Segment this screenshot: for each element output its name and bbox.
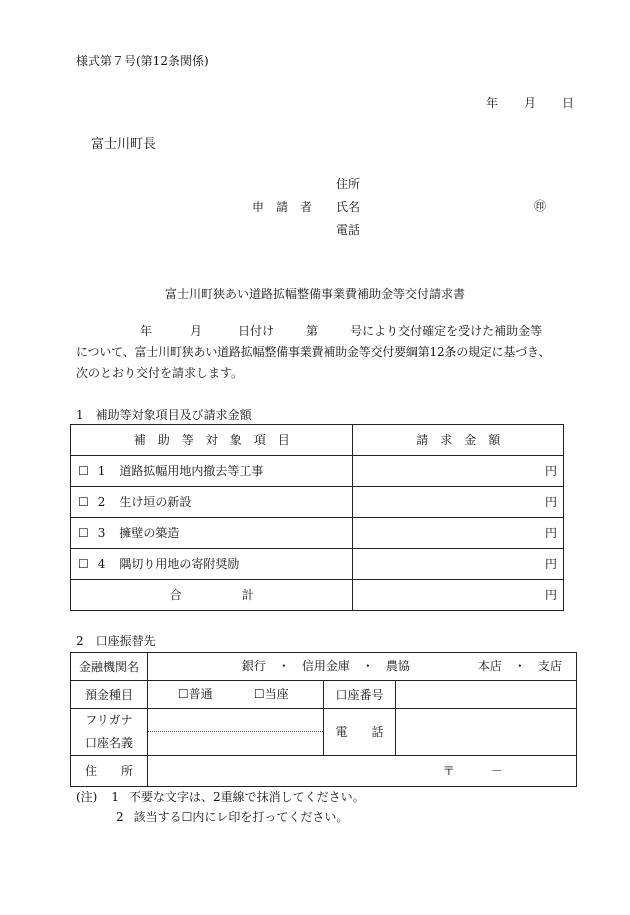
body-line3: 次のとおり交付を請求します。 (76, 366, 244, 380)
document-title: 富士川町狭あい道路拡幅整備事業費補助金等交付請求書 (164, 287, 465, 301)
account-number-label: 口座番号 (323, 681, 396, 709)
request-paragraph (76, 321, 588, 384)
note-number: 2 (116, 810, 124, 824)
item-number: 1 (97, 464, 106, 478)
body-line2: について、富士川町狭あい道路拡幅整備事業費補助金等交付要綱第12条の規定に基づき、 (76, 345, 551, 359)
body-dated: 日付け (238, 324, 275, 338)
applicant-label: 申 請 者 (252, 200, 313, 214)
deposit-type-label: 預金種目 (71, 681, 148, 709)
section1-heading: 1 補助等対象項目及び請求金額 (76, 408, 252, 422)
item-row (71, 456, 564, 487)
section2-heading: 2 口座振替先 (76, 634, 156, 648)
header-item: 補 助 等 対 象 項 目 (71, 425, 353, 456)
item-number: 3 (97, 526, 106, 540)
item-number: 2 (97, 495, 106, 509)
body-year: 年 (140, 324, 153, 338)
item-label: 道路拡幅用地内撤去等工事 (119, 464, 264, 478)
institution-types[interactable]: 銀行 ・ 信用金庫 ・ 農協 (241, 659, 410, 673)
institution-label: 金融機関名 (71, 653, 148, 681)
name-field[interactable] (147, 709, 323, 756)
account-name-label: 口座名義 (84, 736, 133, 750)
note-text: 該当する☐内にレ印を打ってください。 (133, 810, 349, 824)
total-row (71, 580, 564, 611)
item-label: 擁壁の築造 (119, 526, 180, 540)
institution-field[interactable] (147, 653, 576, 681)
applicant-name-label: 氏名 (336, 200, 361, 214)
applicant-phone-label: 電話 (336, 223, 361, 237)
note-1 (76, 790, 365, 804)
furigana-label: フリガナ (85, 713, 133, 727)
header-amount: 請 求 金 額 (353, 425, 564, 456)
account-name-input[interactable] (148, 732, 323, 755)
item-number: 4 (97, 557, 106, 571)
checkbox-icon[interactable]: ☐ (78, 464, 89, 478)
checkbox-icon[interactable]: ☐ (78, 495, 89, 509)
note-text: 不要な文字は、2重線で抹消してください。 (129, 790, 365, 804)
yen-unit: 円 (544, 557, 557, 571)
postal-code: 〒 － (442, 764, 503, 778)
total-label: 合 計 (71, 580, 353, 611)
phone-label: 電 話 (323, 709, 396, 756)
yen-unit: 円 (544, 495, 557, 509)
address-field[interactable] (147, 756, 576, 787)
account-number-field[interactable] (396, 681, 577, 709)
checkbox-icon[interactable]: ☐ (78, 557, 89, 571)
address-label: 住 所 (71, 756, 148, 787)
body-dai: 第 (306, 324, 319, 338)
subsidy-items-table (70, 424, 564, 611)
note-prefix: (注) (76, 790, 98, 804)
note-number: 1 (111, 790, 120, 804)
item-label: 隅切り用地の寄附奨励 (119, 557, 240, 571)
date-year-label: 年 (486, 96, 499, 110)
ordinary-checkbox[interactable]: ☐普通 (177, 687, 213, 701)
note-2 (116, 810, 348, 824)
seal-mark: ㊞ (534, 199, 547, 213)
item-label: 生け垣の新設 (119, 495, 192, 509)
body-month: 月 (190, 324, 203, 338)
addressee: 富士川町長 (91, 137, 157, 152)
name-label-cell (71, 709, 148, 756)
body-line1-rest: 号により交付確定を受けた補助金等 (350, 324, 543, 338)
applicant-address-label: 住所 (336, 177, 361, 191)
form-number: 様式第７号(第12条関係) (76, 54, 209, 68)
total-yen-unit: 円 (544, 588, 557, 602)
date-day-label: 日 (562, 96, 575, 110)
item-row (71, 549, 564, 580)
bank-account-table (70, 652, 577, 787)
yen-unit: 円 (544, 464, 557, 478)
item-row (71, 518, 564, 549)
date-month-label: 月 (524, 96, 537, 110)
furigana-input[interactable] (148, 709, 323, 732)
branch-types[interactable]: 本店 ・ 支店 (477, 659, 562, 673)
item-row (71, 487, 564, 518)
checkbox-icon[interactable]: ☐ (78, 526, 89, 540)
deposit-type-field (147, 681, 323, 709)
yen-unit: 円 (544, 526, 557, 540)
phone-field[interactable] (396, 709, 577, 756)
current-checkbox[interactable]: ☐当座 (253, 687, 289, 701)
